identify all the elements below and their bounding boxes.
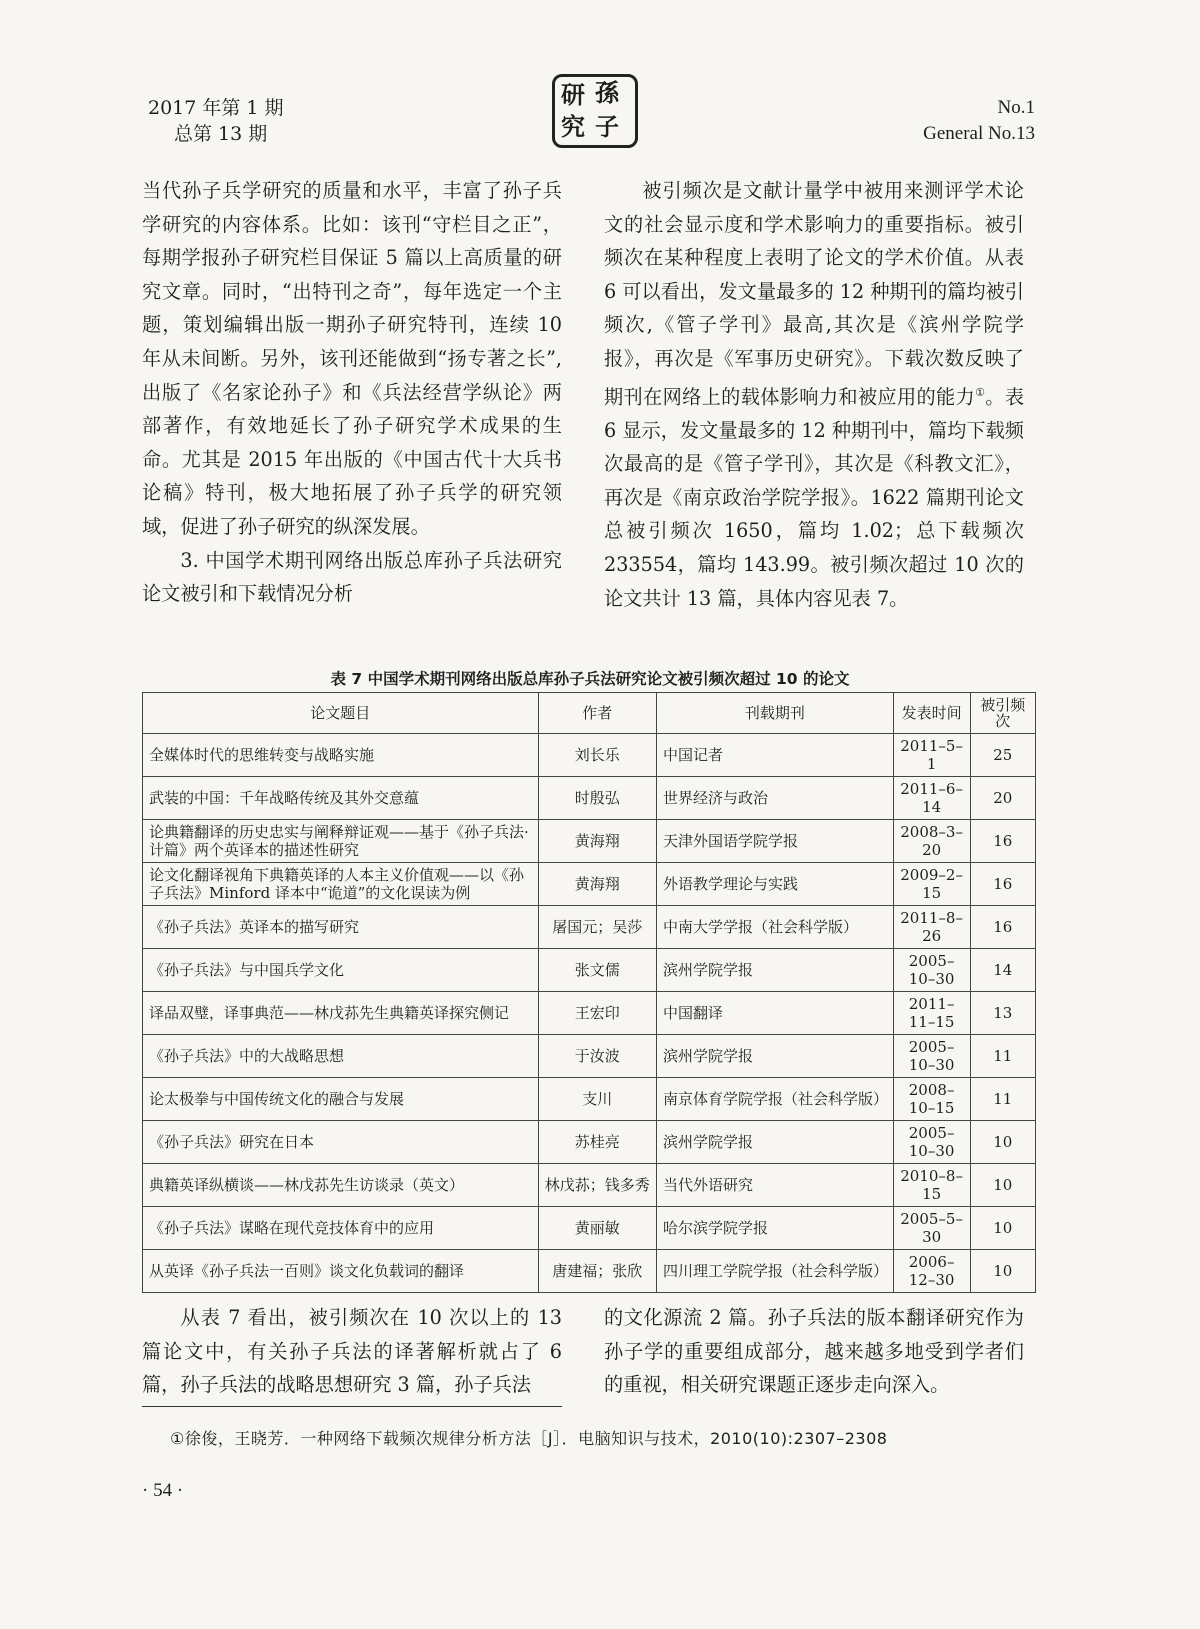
body-paragraph: 的文化源流 2 篇。孙子兵法的版本翻译研究作为孙子学的重要组成部分，越来越多地受到学者们的重视，相关研究课题正逐步走向深入。 [604, 1306, 1024, 1397]
cell-journal: 中国翻译 [656, 992, 893, 1035]
seal-char: 子 [595, 112, 619, 141]
cell-title: 从英译《孙子兵法一百则》谈文化负载词的翻译 [143, 1250, 539, 1293]
cell-date: 2011–8–26 [893, 906, 970, 949]
table-row [143, 992, 1036, 1035]
page-number: · 54 · [142, 1480, 184, 1501]
cell-author: 支川 [538, 1078, 656, 1121]
table-row [143, 1035, 1036, 1078]
footnote-mark: ① [975, 385, 986, 399]
cell-title: 论典籍翻译的历史忠实与阐释辩证观——基于《孙子兵法·计篇》两个英译本的描述性研究 [143, 820, 539, 863]
body-paragraph: 从表 7 看出，被引频次在 10 次以上的 13 篇论文中，有关孙子兵法的译著解析就占了 6 篇，孙子兵法的战略思想研究 3 篇，孙子兵法 [142, 1306, 562, 1397]
body-paragraph: 当代孙子兵学研究的质量和水平，丰富了孙子兵学研究的内容体系。比如：该刊“守栏目之正”，每期学报孙子研究栏目保证 5 篇以上高质量的研究文章。同时，“出特刊之奇”，每年选定一个主题，策划编辑出版一期孙子研究特刊，连续 10 年从未间断。另外，该刊还能做到“扬专著之长”,出版了《名家论孙子》和《兵法经营学纵论》两部著作，有效地延长了孙子研究学术成果的生命。尤其是 2015 年出版的《中国古代十大兵书论稿》特刊，极大地拓展了孙子兵学的研究领域，促进了孙子研究的纵深发展。 [142, 179, 562, 538]
table-row [143, 734, 1036, 777]
cell-date: 2008–3–20 [893, 820, 970, 863]
table-row [143, 1078, 1036, 1121]
header-journal: 刊载期刊 [656, 693, 893, 734]
cell-author: 黄海翔 [538, 820, 656, 863]
cell-citations: 10 [970, 1164, 1035, 1207]
cell-title: 《孙子兵法》中的大战略思想 [143, 1035, 539, 1078]
cell-author: 苏桂亮 [538, 1121, 656, 1164]
cell-citations: 10 [970, 1121, 1035, 1164]
table-row [143, 820, 1036, 863]
section-heading: 3. 中国学术期刊网络出版总库孙子兵法研究论文被引和下载情况分析 [142, 548, 562, 606]
cell-date: 2005–5–30 [893, 1207, 970, 1250]
header-author: 作者 [538, 693, 656, 734]
cell-journal: 滨州学院学报 [656, 1121, 893, 1164]
table-row [143, 777, 1036, 820]
cell-citations: 14 [970, 949, 1035, 992]
cell-date: 2005–10–30 [893, 1035, 970, 1078]
cell-date: 2011–5–1 [893, 734, 970, 777]
cell-title: 全媒体时代的思维转变与战略实施 [143, 734, 539, 777]
citation-table [142, 692, 1036, 1293]
table-row [143, 1250, 1036, 1293]
left-column-bottom [142, 1301, 562, 1402]
cell-date: 2011–11–15 [893, 992, 970, 1035]
cell-citations: 20 [970, 777, 1035, 820]
cell-author: 时殷弘 [538, 777, 656, 820]
cell-author: 黄丽敏 [538, 1207, 656, 1250]
cell-author: 唐建福；张欣 [538, 1250, 656, 1293]
journal-seal-logo [552, 74, 638, 148]
cell-author: 屠国元；吴莎 [538, 906, 656, 949]
right-column-top [604, 174, 1024, 615]
cell-journal: 世界经济与政治 [656, 777, 893, 820]
journal-issue [148, 95, 284, 147]
cell-title: 武装的中国：千年战略传统及其外交意蕴 [143, 777, 539, 820]
cell-title: 论文化翻译视角下典籍英译的人本主义价值观——以《孙子兵法》Minford 译本中“诡道”的文化误读为例 [143, 863, 539, 906]
cell-title: 典籍英译纵横谈——林戊荪先生访谈录（英文） [143, 1164, 539, 1207]
issue-line: 2017 年第 1 期 [148, 97, 284, 119]
cell-date: 2008–10–15 [893, 1078, 970, 1121]
cell-citations: 16 [970, 820, 1035, 863]
header-date: 发表时间 [893, 693, 970, 734]
total-issue-line: 总第 13 期 [174, 123, 268, 145]
cell-citations: 10 [970, 1250, 1035, 1293]
seal-char: 孫 [595, 78, 619, 107]
cell-date: 2010–8–15 [893, 1164, 970, 1207]
cell-journal: 中南大学学报（社会科学版） [656, 906, 893, 949]
table-row [143, 906, 1036, 949]
body-paragraph [604, 174, 1024, 615]
left-column-top [142, 174, 562, 611]
table-row [143, 863, 1036, 906]
journal-number [923, 95, 1035, 147]
table-caption: 表 7 中国学术期刊网络出版总库孙子兵法研究论文被引频次超过 10 的论文 [330, 670, 850, 688]
cell-citations: 13 [970, 992, 1035, 1035]
cell-title: 《孙子兵法》与中国兵学文化 [143, 949, 539, 992]
cell-author: 黄海翔 [538, 863, 656, 906]
cell-journal: 天津外国语学院学报 [656, 820, 893, 863]
cell-journal: 滨州学院学报 [656, 949, 893, 992]
general-number-line: General No.13 [923, 123, 1035, 144]
table-row [143, 1164, 1036, 1207]
cell-date: 2011–6–14 [893, 777, 970, 820]
cell-author: 张文儒 [538, 949, 656, 992]
right-column-bottom [604, 1301, 1024, 1402]
footnote-divider [142, 1406, 562, 1407]
cell-date: 2005–10–30 [893, 1121, 970, 1164]
cell-journal: 哈尔滨学院学报 [656, 1207, 893, 1250]
header-citations: 被引频次 [970, 693, 1035, 734]
cell-date: 2005–10–30 [893, 949, 970, 992]
header-title: 论文题目 [143, 693, 539, 734]
cell-citations: 11 [970, 1078, 1035, 1121]
cell-journal: 滨州学院学报 [656, 1035, 893, 1078]
cell-citations: 25 [970, 734, 1035, 777]
cell-citations: 10 [970, 1207, 1035, 1250]
cell-title: 译品双璧，译事典范——林戊荪先生典籍英译探究侧记 [143, 992, 539, 1035]
cell-author: 于汝波 [538, 1035, 656, 1078]
footnote: ①徐俊，王晓芳．一种网络下载频次规律分析方法［J］．电脑知识与技术，2010(10):2307–2308 [170, 1429, 888, 1448]
cell-author: 刘长乐 [538, 734, 656, 777]
seal-char: 究 [561, 112, 585, 141]
cell-date: 2006–12–30 [893, 1250, 970, 1293]
paragraph-text: 。表 6 显示，发文量最多的 12 种期刊中，篇均下载频次最高的是《管子学刊》，其次是《科教文汇》，再次是《南京政治学院学报》。1622 篇期刊论文总被引频次 1650，篇均 1.02；总下载频次 233554，篇均 143.99。被引频次超过 10 次的论文共计 13 篇，具体内容见表 7。 [604, 384, 1025, 610]
table-header-row [143, 693, 1036, 734]
cell-date: 2009–2–15 [893, 863, 970, 906]
number-line: No.1 [997, 97, 1035, 118]
cell-title: 《孙子兵法》研究在日本 [143, 1121, 539, 1164]
cell-journal: 四川理工学院学报（社会科学版） [656, 1250, 893, 1293]
table-row [143, 1121, 1036, 1164]
cell-citations: 11 [970, 1035, 1035, 1078]
seal-char: 研 [561, 80, 585, 109]
cell-author: 林戊荪；钱多秀 [538, 1164, 656, 1207]
paragraph-text: 被引频次是文献计量学中被用来测评学术论文的社会显示度和学术影响力的重要指标。被引频次在某种程度上表明了论文的学术价值。从表 6 可以看出，发文量最多的 12 种期刊的篇均被引频次,《管子学刊》最高,其次是《滨州学院学报》，再次是《军事历史研究》。下载次数反映了期刊在网络上的载体影响力和被应用的能力 [604, 179, 1024, 408]
cell-journal: 外语教学理论与实践 [656, 863, 893, 906]
cell-title: 《孙子兵法》谋略在现代竞技体育中的应用 [143, 1207, 539, 1250]
table-row [143, 1207, 1036, 1250]
cell-journal: 当代外语研究 [656, 1164, 893, 1207]
table-row [143, 949, 1036, 992]
cell-title: 论太极拳与中国传统文化的融合与发展 [143, 1078, 539, 1121]
cell-citations: 16 [970, 906, 1035, 949]
cell-title: 《孙子兵法》英译本的描写研究 [143, 906, 539, 949]
cell-author: 王宏印 [538, 992, 656, 1035]
cell-journal: 南京体育学院学报（社会科学版） [656, 1078, 893, 1121]
cell-journal: 中国记者 [656, 734, 893, 777]
cell-citations: 16 [970, 863, 1035, 906]
